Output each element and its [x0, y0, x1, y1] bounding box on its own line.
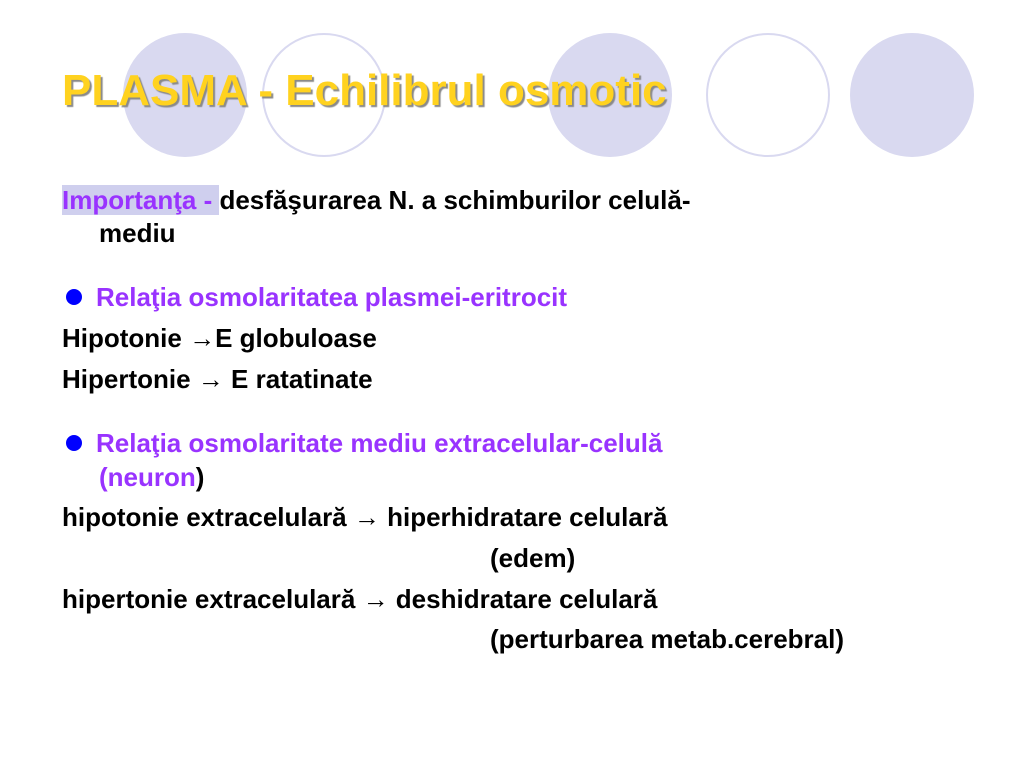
arrow-icon: →: [189, 323, 216, 353]
bullet-item-2-cont: [99, 462, 204, 492]
hipertonie-result: E ratatinate: [223, 364, 373, 394]
hipertonie-label: Hipertonie: [62, 364, 198, 394]
decor-circle-ring: [706, 33, 830, 157]
bullet-item-2: [66, 428, 662, 458]
hiper-extra-label: hipertonie extracelulară: [62, 584, 363, 614]
bullet-icon: [66, 289, 82, 305]
hipotonie-result: E globuloase: [215, 323, 377, 353]
bullet-text: Relaţia osmolaritate mediu extracelular-celulă: [96, 428, 663, 458]
hipertonie-line: [62, 364, 373, 394]
hipo-extra-label: hipotonie extracelulară: [62, 502, 354, 532]
importance-line: [62, 185, 691, 215]
hipo-extracelular-line: [62, 502, 667, 532]
bullet-text: Relaţia osmolaritatea plasmei-eritrocit: [96, 282, 568, 312]
hiper-extra-result: deshidratare celulară: [388, 584, 658, 614]
importance-line-cont: mediu: [99, 218, 176, 248]
hiper-extracelular-line: [62, 584, 657, 614]
neuron-word: neuron: [107, 462, 196, 492]
arrow-icon: →: [197, 364, 224, 394]
decor-circle-filled: [850, 33, 974, 157]
paren-open: (: [99, 462, 108, 492]
hiper-extracelular-note: (perturbarea metab.cerebral): [490, 624, 845, 654]
paren-close: ): [195, 462, 205, 492]
bullet-item-1: [66, 282, 567, 312]
importance-label: Importanţa -: [62, 185, 220, 215]
arrow-icon: →: [353, 502, 380, 532]
hipotonie-line: [62, 323, 377, 353]
slide-title: PLASMA - Echilibrul osmotic: [62, 66, 667, 115]
bullet-icon: [66, 435, 82, 451]
hipo-extra-result: hiperhidratare celulară: [379, 502, 668, 532]
hipotonie-label: Hipotonie: [62, 323, 190, 353]
hipo-extracelular-note: (edem): [490, 543, 576, 573]
arrow-icon: →: [362, 584, 389, 614]
importance-text: desfăşurarea N. a schimburilor celulă-: [219, 185, 691, 215]
